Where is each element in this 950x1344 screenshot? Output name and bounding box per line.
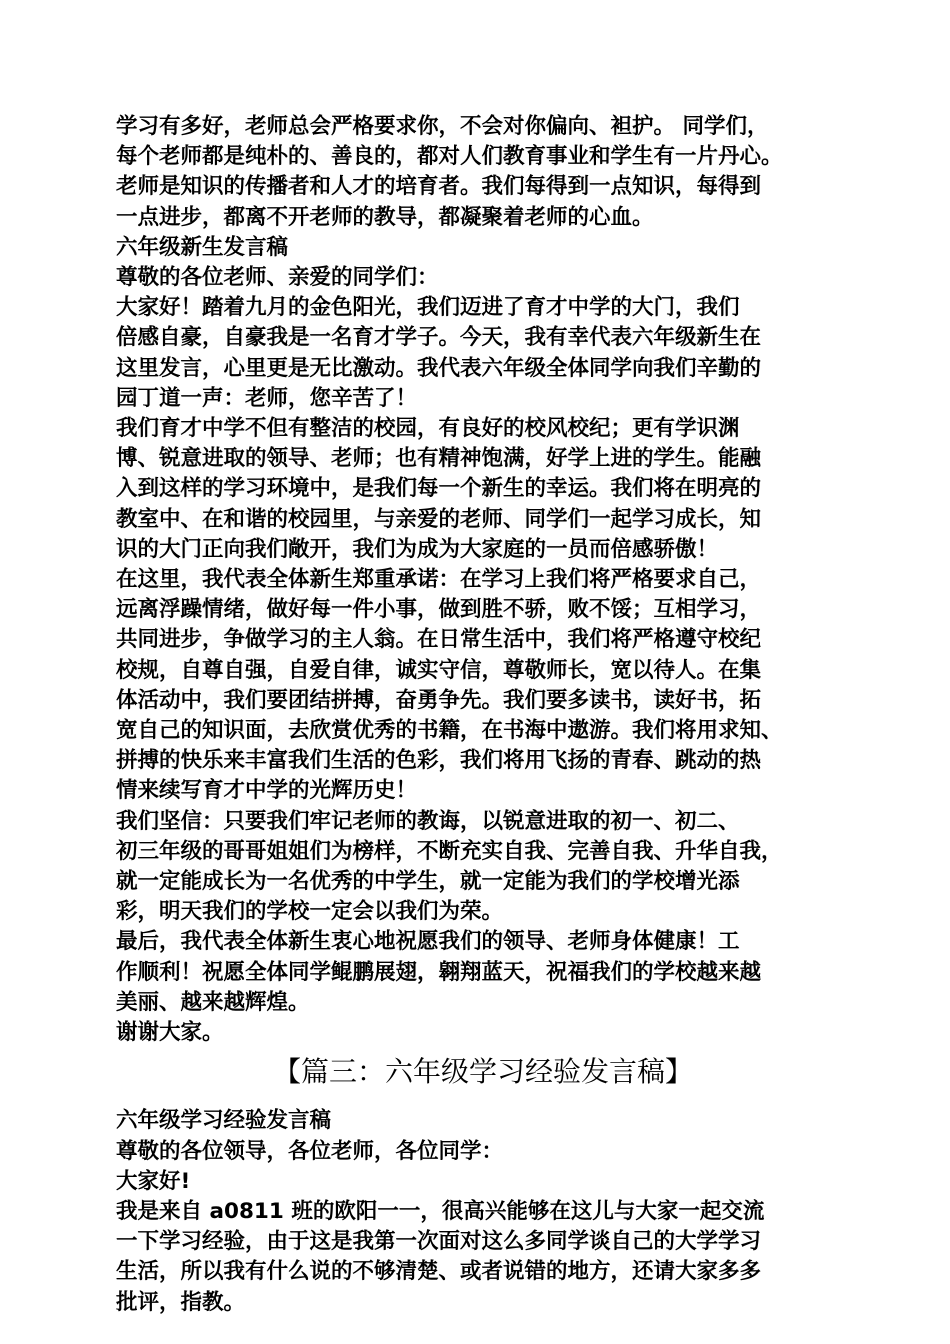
text-line: 我是来自 a0811 班的欧阳一一，很高兴能够在这儿与大家一起交流 [116,1198,765,1224]
text-line: 美丽、越来越辉煌。 [116,989,310,1015]
text-line: 情来续写育才中学的光辉历史！ [116,778,418,804]
text-line: 识的大门正向我们敞开，我们为成为大家庭的一员而倍感骄傲！ [116,536,719,562]
text-line: 作顺利！祝愿全体同学鲲鹏展翅，翱翔蓝天，祝福我们的学校越来越 [116,959,762,985]
text-line: 批评，指教。 [116,1289,246,1315]
text-line: 谢谢大家。 [116,1020,224,1046]
text-line: 宽自己的知识面，去欣赏优秀的书籍，在书海中遨游。我们将用求知、 [116,718,783,744]
text-line: 远离浮躁情绪，做好每一件小事，做到胜不骄，败不馁；互相学习， [116,597,762,623]
text-line: 最后，我代表全体新生衷心地祝愿我们的领导、老师身体健康！工 [116,929,740,955]
text-line: 博、锐意进取的领导、老师；也有精神饱满，好学上进的学生。能融 [116,446,762,472]
text-line: 老师是知识的传播者和人才的培育者。我们每得到一点知识，每得到 [116,174,762,200]
speech-body-part2 [116,1106,850,1317]
text-line: 入到这样的学习环境中，是我们每一个新生的幸运。我们将在明亮的 [116,476,762,502]
text-line: 一点进步，都离不开老师的教导，都凝聚着老师的心血。 [116,204,654,230]
text-line: 教室中、在和谐的校园里，与亲爱的老师、同学们一起学习成长，知 [116,506,762,532]
text-line: 每个老师都是纯朴的、善良的，都对人们教育事业和学生有一片丹心。 [116,144,783,170]
text-line: 大家好！踏着九月的金色阳光，我们迈进了育才中学的大门，我们 [116,295,740,321]
text-line: 六年级新生发言稿 [116,234,289,260]
text-line: 尊敬的各位老师、亲爱的同学们： [116,265,439,291]
text-line: 初三年级的哥哥姐姐们为榜样，不断充实自我、完善自我、升华自我， [116,838,783,864]
text-line: 一下学习经验，由于这是我第一次面对这么多同学谈自己的大学学习 [116,1229,762,1255]
text-line: 我们育才中学不但有整洁的校园，有良好的校风校纪；更有学识渊 [116,416,740,442]
text-line: 学习有多好，老师总会严格要求你，不会对你偏向、袒护。 同学们， [116,114,769,139]
text-line: 尊敬的各位领导，各位老师，各位同学： [116,1138,504,1164]
text-line: 大家好! [116,1168,191,1194]
text-line: 在这里，我代表全体新生郑重承诺：在学习上我们将严格要求自己， [116,567,762,593]
text-line: 体活动中，我们要团结拼搏，奋勇争先。我们要多读书，读好书，拓 [116,687,762,713]
text-line: 就一定能成长为一名优秀的中学生，就一定能为我们的学校增光添 [116,869,740,895]
text-line: 六年级学习经验发言稿 [116,1108,332,1134]
document-page [116,112,850,1318]
text-line: 园丁道一声：老师，您辛苦了！ [116,385,418,411]
text-line: 共同进步，争做学习的主人翁。在日常生活中，我们将严格遵守校纪 [116,627,762,653]
text-line: 生活，所以我有什么说的不够清楚、或者说错的地方，还请大家多多 [116,1259,762,1285]
text-line: 我们坚信：只要我们牢记老师的教诲，以锐意进取的初一、初二、 [116,808,740,834]
text-line: 彩，明天我们的学校一定会以我们为荣。 [116,899,504,925]
text-line: 校规，自尊自强，自爱自律，诚实守信，尊敬师长，宽以待人。在集 [116,657,762,683]
text-line: 这里发言，心里更是无比激动。我代表六年级全体同学向我们辛勤的 [116,355,762,381]
text-line: 拼搏的快乐来丰富我们生活的色彩，我们将用飞扬的青春、跳动的热 [116,748,762,774]
section-title: 【篇三：六年级学习经验发言稿】 [272,1055,693,1089]
speech-body-part1 [116,112,850,1048]
text-line: 倍感自豪，自豪我是一名育才学子。今天，我有幸代表六年级新生在 [116,325,762,351]
